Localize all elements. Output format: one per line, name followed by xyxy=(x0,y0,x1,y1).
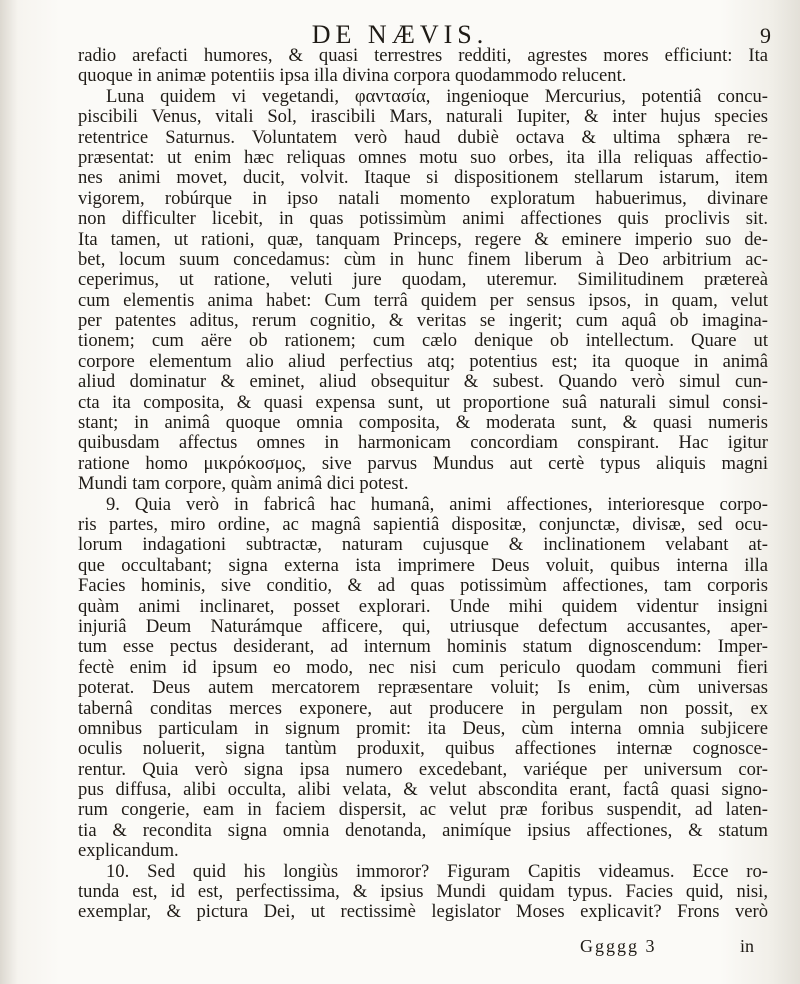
text-line: cta ita composita, & quasi expensa sunt, ut proportione suâ naturali simul consi- xyxy=(78,392,768,413)
text-line: bet, locum suum concedamus: cùm in hunc finem liberum à Deo arbitrium ac- xyxy=(78,249,768,270)
text-line: piscibili Venus, vitali Sol, irascibili Mars, naturali Iupiter, & inter hujus species xyxy=(78,107,768,128)
text-line: poterat. Deus autem mercatorem repræsentare voluit; Is enim, cùm universas xyxy=(78,678,768,699)
page-number: 9 xyxy=(760,23,771,48)
text-line: que occultabant; signa externa ista imprimere Deus voluit, quibus interna illa xyxy=(78,555,768,576)
text-line: non difficulter licebit, in quas potissimùm animi affectiones quis proclivis sit. xyxy=(78,209,768,230)
text-line: tabernâ conditas merces exponere, aut producere in pergulam non possit, ex xyxy=(78,698,768,719)
text-line: tunda est, id est, perfectissima, & ipsius Mundi quidam typus. Facies quid, nisi, xyxy=(78,882,768,903)
text-line: quoque in animæ potentiis ipsa illa divina corpora quodammodo relucent. xyxy=(78,66,627,87)
text-line: fectè enim id ipsum eo modo, nec nisi cum periculo quodam communi fieri xyxy=(78,657,768,678)
text-line: quibusdam affectus omnes in harmonicam concordiam conspirant. Hac igitur xyxy=(78,433,768,454)
text-line: retentrice Saturnus. Voluntatem verò haud dubiè octava & ultima sphæra re- xyxy=(78,127,768,148)
text-line: quàm animi inclinaret, posset explorari. Unde mihi quidem videntur insigni xyxy=(78,596,768,617)
text-line: nes animi movet, ducit, volvit. Itaque si dispositionem stellarum istarum, item xyxy=(78,168,768,189)
text-line: ratione homo μικρόκοσμος, sive parvus Mundus aut certè typus aliquis magni xyxy=(78,453,768,474)
signature-mark: Ggggg 3 xyxy=(580,936,657,956)
text-line: vigorem, robúrque in ipso natali momento exploratum habuerimus, divinare xyxy=(78,188,768,209)
text-line: injuriâ Deum Naturámque afficere, qui, utriusque defectum accusantes, aper- xyxy=(78,616,768,637)
text-line: oculis noluerit, signa tantùm produxit, quibus affectiones internæ cognosce- xyxy=(78,739,768,760)
text-line: cum elementis anima habet: Cum terrâ quidem per sensus ipsos, in quam, velut xyxy=(78,290,768,311)
text-line: rentur. Quia verò signa ipsa numero excedebant, variéque per universum cor- xyxy=(78,759,768,780)
text-body xyxy=(78,46,768,923)
text-line: aliud dominatur & eminet, aliud obsequitur & subest. Quando verò simul cun- xyxy=(78,372,768,393)
catchword: in xyxy=(740,936,755,956)
text-line: per patentes aditus, rerum cognitio, & veritas se ingerit; cum aquâ ob imagina- xyxy=(78,311,768,332)
text-line: rum congerie, eam in faciem dispersit, ac velut præ foribus suspendit, ad laten- xyxy=(78,800,768,821)
text-line: stant; in animâ quoque omnia composita, & moderata sunt, & quasi numeris xyxy=(78,413,768,434)
text-line: Ita tamen, ut rationi, quæ, tanquam Princeps, regere & eminere imperio suo de- xyxy=(78,229,768,250)
text-line: omnibus particulam in signum promit: ita Deus, cùm interna omnia subjicere xyxy=(78,718,768,739)
text-line: radio arefacti humores, & quasi terrestres redditi, agrestes mores efficiunt: Ita xyxy=(78,46,768,66)
text-line: præsentat: ut enim hæc reliquas omnes motu suo orbes, ita illa reliquas affectio- xyxy=(78,147,768,168)
text-line: explicandum. xyxy=(78,841,179,862)
text-line: tia & recondita signa omnia denotanda, animíque ipsius affectiones, & statum xyxy=(78,820,768,841)
text-line: exemplar, & pictura Dei, ut rectissimè legislator Moses explicavit? Frons verò xyxy=(78,902,768,923)
text-line: lorum indagationi subtractæ, naturam cujusque & inclinationem velabant at- xyxy=(78,535,768,556)
text-line: Mundi tam corpore, quàm animâ dici potest. xyxy=(78,474,409,495)
text-line: Facies hominis, sive conditio, & ad quas potissimùm affectiones, tam corporis xyxy=(78,576,768,597)
text-line: tionem; cum aëre ob rationem; cum cælo denique ob intellectum. Quare ut xyxy=(78,331,768,352)
page-footer xyxy=(0,933,800,959)
text-line: 9. Quia verò in fabricâ hac humanâ, animi affectiones, interioresque corpo- xyxy=(106,494,768,515)
text-line: ceperimus, ut ratione, veluti jure quodam, uteremur. Similitudinem prætereà xyxy=(78,270,768,291)
text-line: tum esse pectus desiderant, ad internum hominis statum dignoscendum: Imper- xyxy=(78,637,768,658)
text-line: 10. Sed quid his longiùs immoror? Figuram Capitis videamus. Ecce ro- xyxy=(106,861,768,882)
text-line: pus diffusa, alibi occulta, alibi velata, & velut abscondita erant, factâ quasi signo- xyxy=(78,780,768,801)
text-line: Luna quidem vi vegetandi, φαντασία, ingenioque Mercurius, potentiâ concu- xyxy=(106,86,768,107)
text-line: corpore elementum alio aliud perfectius atq; potentius est; ita quoque in animâ xyxy=(78,351,768,372)
text-line: ris partes, miro ordine, ac magnâ sapientiâ dispositæ, conjunctæ, divisæ, sed ocu- xyxy=(78,514,768,535)
running-title: DE NÆVIS. xyxy=(311,20,489,49)
